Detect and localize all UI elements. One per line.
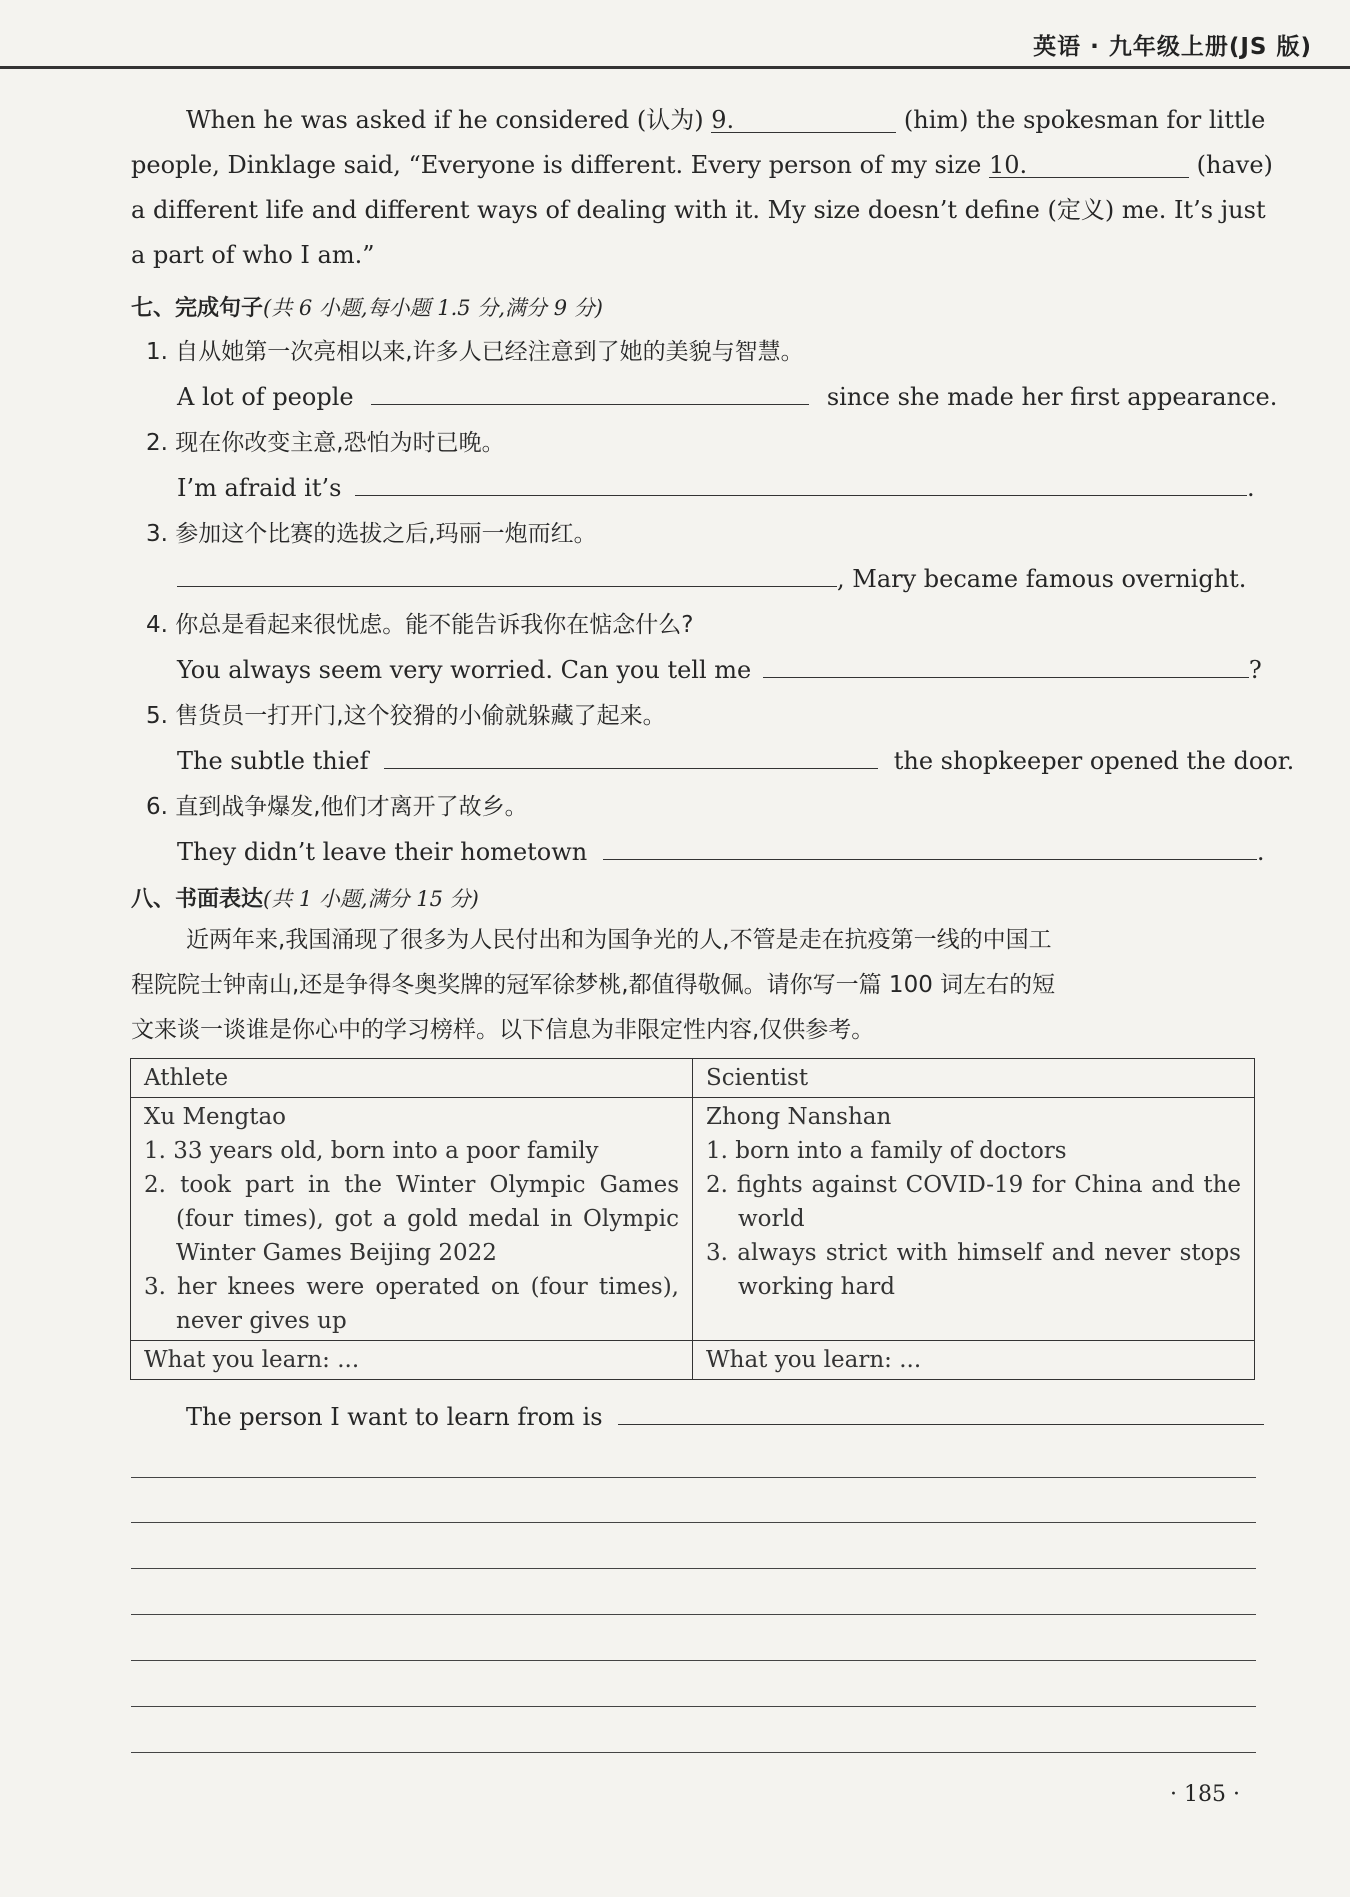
passage-line-2: people, Dinklage said, “Everyone is different. Every person of my size 10. (have) bbox=[131, 151, 1273, 179]
answer-blank-2[interactable] bbox=[355, 473, 1247, 496]
item-4-en: You always seem very worried. Can you tell me ? bbox=[177, 656, 1262, 684]
item-3-cn: 3. 参加这个比赛的选拔之后,玛丽一炮而红。 bbox=[146, 521, 597, 547]
writing-line[interactable] bbox=[131, 1660, 1256, 1661]
writing-line[interactable] bbox=[131, 1752, 1256, 1753]
writing-start: The person I want to learn from is bbox=[186, 1395, 1264, 1440]
answer-blank-4[interactable] bbox=[763, 655, 1249, 678]
prompt-line-2: 程院院士钟南山,还是争得冬奥奖牌的冠军徐梦桃,都值得敬佩。请你写一篇 100 词左右的短 bbox=[131, 972, 1056, 998]
writing-blank-first[interactable] bbox=[618, 1402, 1264, 1425]
section-8-title: 八、书面表达(共 1 小题,满分 15 分) bbox=[131, 887, 479, 912]
item-6-en: They didn’t leave their hometown . bbox=[177, 838, 1265, 866]
answer-blank-1[interactable] bbox=[371, 382, 809, 405]
scientist-fact-1: 1. born into a family of doctors bbox=[706, 1138, 1067, 1164]
item-4-cn: 4. 你总是看起来很忧虑。能不能告诉我你在惦念什么? bbox=[146, 612, 694, 638]
scientist-learn: What you learn: ... bbox=[693, 1341, 1255, 1380]
answer-blank-5[interactable] bbox=[384, 746, 878, 769]
athlete-fact-1: 1. 33 years old, born into a poor family bbox=[144, 1138, 599, 1164]
scientist-name: Zhong Nanshan bbox=[706, 1104, 892, 1130]
answer-blank-3[interactable] bbox=[177, 564, 837, 587]
athlete-name: Xu Mengtao bbox=[144, 1104, 286, 1130]
item-1-en: A lot of people since she made her first appearance. bbox=[177, 383, 1278, 411]
item-2-cn: 2. 现在你改变主意,恐怕为时已晚。 bbox=[146, 430, 505, 456]
blank-10[interactable]: 10. bbox=[989, 153, 1189, 178]
passage-line-3: a different life and different ways of dealing with it. My size doesn’t define (定义) me. It’s just bbox=[131, 196, 1266, 224]
prompt-line-1: 近两年来,我国涌现了很多为人民付出和为国争光的人,不管是走在抗疫第一线的中国工 bbox=[186, 927, 1052, 953]
reference-table bbox=[130, 1058, 1255, 1380]
passage-line-1: When he was asked if he considered (认为) 9. (him) the spokesman for little bbox=[186, 106, 1266, 134]
passage-line-4: a part of who I am.” bbox=[131, 241, 375, 269]
item-3-en: , Mary became famous overnight. bbox=[177, 557, 1246, 602]
scientist-fact-3: 3. always strict with himself and never stops working hard bbox=[706, 1240, 1241, 1300]
athlete-fact-3: 3. her knees were operated on (four times), never gives up bbox=[144, 1274, 679, 1334]
header-rule bbox=[0, 66, 1350, 69]
athlete-cell bbox=[131, 1098, 693, 1341]
prompt-line-3: 文来谈一谈谁是你心中的学习榜样。以下信息为非限定性内容,仅供参考。 bbox=[131, 1017, 875, 1043]
page-number: · 185 · bbox=[1170, 1782, 1240, 1807]
answer-blank-6[interactable] bbox=[603, 837, 1257, 860]
athlete-fact-2: 2. took part in the Winter Olympic Games (four times), got a gold medal in Olympic Winter Games Beijing 2022 bbox=[144, 1172, 679, 1266]
table-header-scientist: Scientist bbox=[693, 1059, 1255, 1098]
writing-line[interactable] bbox=[131, 1614, 1256, 1615]
section-7-title: 七、完成句子(共 6 小题,每小题 1.5 分,满分 9 分) bbox=[131, 296, 603, 321]
item-1-cn: 1. 自从她第一次亮相以来,许多人已经注意到了她的美貌与智慧。 bbox=[146, 339, 804, 365]
writing-line[interactable] bbox=[131, 1477, 1256, 1478]
athlete-facts bbox=[144, 1134, 679, 1338]
table-header-athlete: Athlete bbox=[131, 1059, 693, 1098]
item-5-en: The subtle thief the shopkeeper opened the door. bbox=[177, 747, 1295, 775]
item-5-cn: 5. 售货员一打开门,这个狡猾的小偷就躲藏了起来。 bbox=[146, 703, 666, 729]
writing-line[interactable] bbox=[131, 1522, 1256, 1523]
writing-line[interactable] bbox=[131, 1568, 1256, 1569]
header-title: 英语 · 九年级上册(JS 版) bbox=[1033, 34, 1312, 60]
scientist-cell bbox=[693, 1098, 1255, 1341]
item-6-cn: 6. 直到战争爆发,他们才离开了故乡。 bbox=[146, 794, 528, 820]
blank-9[interactable]: 9. bbox=[711, 108, 896, 133]
athlete-learn: What you learn: ... bbox=[131, 1341, 693, 1380]
writing-line[interactable] bbox=[131, 1706, 1256, 1707]
scientist-fact-2: 2. fights against COVID-19 for China and the world bbox=[706, 1172, 1241, 1232]
scientist-facts bbox=[706, 1134, 1241, 1304]
item-2-en: I’m afraid it’s . bbox=[177, 474, 1255, 502]
